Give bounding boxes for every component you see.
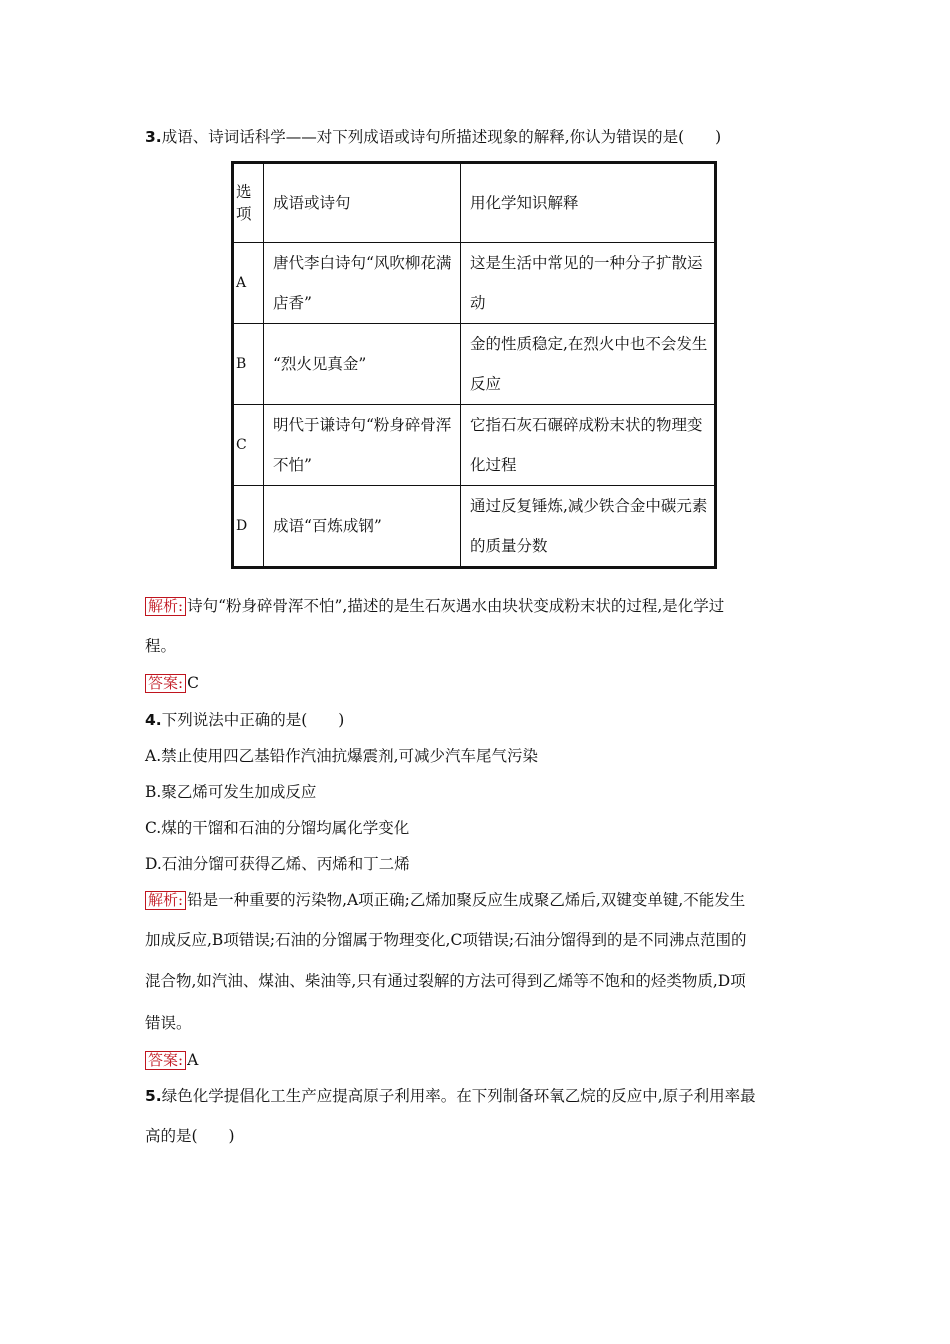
q3-stem-text: 成语、诗词话科学——对下列成语或诗句所描述现象的解释,你认为错误的是( )	[161, 128, 722, 146]
q4-number: 4.	[145, 711, 162, 729]
row-phrase: 明代于谦诗句“粉身碎骨浑不怕”	[264, 405, 461, 486]
q4-analysis-line: 混合物,如汽油、煤油、柴油等,只有通过裂解的方法可得到乙烯等不饱和的烃类物质,D项	[145, 972, 746, 990]
table-header-row	[233, 163, 716, 243]
q4-option-b: B.聚乙烯可发生加成反应	[145, 783, 317, 801]
row-option: C	[233, 405, 264, 486]
q5-stem-continued: 高的是( )	[145, 1127, 235, 1145]
answer-label: 答案:	[145, 1051, 186, 1070]
q4-analysis-line: 加成反应,B项错误;石油的分馏属于物理变化,C项错误;石油分馏得到的是不同沸点范围的	[145, 931, 747, 949]
table-row	[233, 243, 716, 324]
q4-answer-value: A	[187, 1051, 199, 1069]
q3-answer	[145, 673, 199, 693]
answer-label: 答案:	[145, 674, 186, 693]
q4-stem	[145, 710, 344, 730]
row-explanation: 通过反复锤炼,减少铁合金中碳元素的质量分数	[461, 486, 716, 568]
q4-answer	[145, 1050, 198, 1070]
row-phrase: 唐代李白诗句“风吹柳花满店香”	[264, 243, 461, 324]
q3-number: 3.	[145, 128, 162, 146]
q4-analysis	[145, 890, 745, 910]
row-phrase: 成语“百炼成钢”	[264, 486, 461, 568]
q4-stem-text: 下列说法中正确的是( )	[161, 711, 345, 729]
q3-analysis-continued: 程。	[145, 637, 177, 655]
q5-stem-text: 绿色化学提倡化工生产应提高原子利用率。在下列制备环氧乙烷的反应中,原子利用率最	[161, 1087, 756, 1105]
q3-answer-value: C	[187, 674, 199, 692]
row-phrase: “烈火见真金”	[264, 324, 461, 405]
row-option: B	[233, 324, 264, 405]
row-option: A	[233, 243, 264, 324]
q5-number: 5.	[145, 1087, 162, 1105]
q4-analysis-line: 错误。	[145, 1014, 192, 1032]
table-row	[233, 486, 716, 568]
q3-table	[231, 161, 717, 569]
header-phrase: 成语或诗句	[264, 163, 461, 243]
row-option: D	[233, 486, 264, 568]
header-explanation: 用化学知识解释	[461, 163, 716, 243]
header-option: 选项	[233, 163, 264, 243]
row-explanation: 它指石灰石碾碎成粉末状的物理变化过程	[461, 405, 716, 486]
q4-option-a: A.禁止使用四乙基铅作汽油抗爆震剂,可减少汽车尾气污染	[145, 747, 539, 765]
q5-stem	[145, 1086, 756, 1106]
row-explanation: 金的性质稳定,在烈火中也不会发生反应	[461, 324, 716, 405]
analysis-label: 解析:	[145, 891, 186, 910]
q4-option-d: D.石油分馏可获得乙烯、丙烯和丁二烯	[145, 855, 410, 873]
analysis-label: 解析:	[145, 597, 186, 616]
q4-analysis-text: 铅是一种重要的污染物,A项正确;乙烯加聚反应生成聚乙烯后,双键变单键,不能发生	[187, 891, 746, 909]
q3-stem	[145, 127, 721, 147]
table-row	[233, 324, 716, 405]
q3-analysis	[145, 596, 724, 616]
q4-option-c: C.煤的干馏和石油的分馏均属化学变化	[145, 819, 410, 837]
table-row	[233, 405, 716, 486]
q3-analysis-text: 诗句“粉身碎骨浑不怕”,描述的是生石灰遇水由块状变成粉末状的过程,是化学过	[187, 597, 725, 615]
row-explanation: 这是生活中常见的一种分子扩散运动	[461, 243, 716, 324]
